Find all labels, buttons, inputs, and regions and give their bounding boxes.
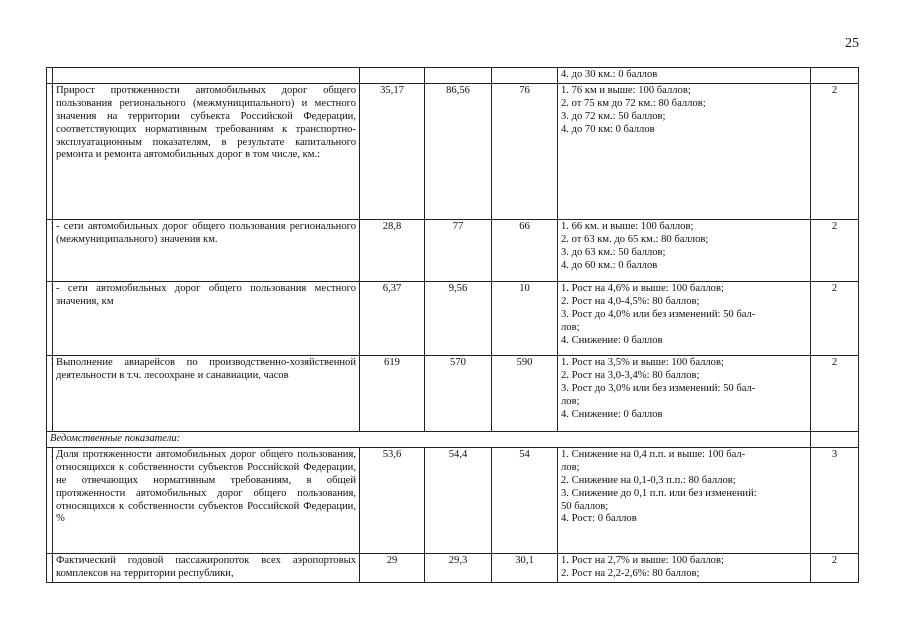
criteria-cell bbox=[558, 219, 811, 281]
table-row bbox=[47, 447, 859, 553]
table-row bbox=[47, 281, 859, 355]
score-cell bbox=[811, 431, 859, 447]
value-cell: 30,1 bbox=[492, 553, 558, 582]
table-row bbox=[47, 553, 859, 582]
page-number: 25 bbox=[845, 36, 859, 51]
value-cell bbox=[360, 68, 425, 84]
value-cell: 10 bbox=[492, 281, 558, 355]
indicator-description: Прирост протяженности автомобильных дорог общего пользования регионального (межмуниципального) и местного значения на территории субъекта Российской Федерации, соответствующих нормативным требованиям к транспортно-эксплуатационным показателям, в результате капитального ремонта и ремонта автомобильных дорог в том числе, км.: bbox=[53, 83, 360, 219]
indicators-table bbox=[46, 67, 859, 583]
value-cell: 6,37 bbox=[360, 281, 425, 355]
indicator-description: Выполнение авиарейсов по производственно-хозяйственной деятельности в т.ч. лесоохране и санавиации, часов bbox=[53, 355, 360, 431]
value-cell: 76 bbox=[492, 83, 558, 219]
criteria-line: 3. Рост до 3,0% или без изменений: 50 бал- bbox=[561, 382, 756, 394]
indicator-description: Фактический годовой пассажиропоток всех аэропортовых комплексов на территории республики, bbox=[53, 553, 360, 582]
criteria-line: 4. до 70 км: 0 баллов bbox=[561, 123, 655, 135]
criteria-line: 3. Рост до 4,0% или без изменений: 50 бал- bbox=[561, 308, 756, 320]
value-cell: 29,3 bbox=[425, 553, 492, 582]
criteria-line: 4. до 30 км.: 0 баллов bbox=[561, 69, 658, 80]
criteria-line: 1. Рост на 3,5% и выше: 100 баллов; bbox=[561, 356, 724, 368]
table-row bbox=[47, 355, 859, 431]
criteria-line: 3. до 72 км.: 50 баллов; bbox=[561, 110, 666, 122]
score-cell: 3 bbox=[811, 447, 859, 553]
criteria-line: 2. Рост на 4,0-4,5%: 80 баллов; bbox=[561, 295, 700, 307]
value-cell: 29 bbox=[360, 553, 425, 582]
criteria-cell bbox=[558, 355, 811, 431]
value-cell: 9,56 bbox=[425, 281, 492, 355]
criteria-line: 1. Рост на 4,6% и выше: 100 баллов; bbox=[561, 282, 724, 294]
value-cell: 77 bbox=[425, 219, 492, 281]
indicator-description: - сети автомобильных дорог общего пользования регионального (межмуниципального) значения км. bbox=[53, 219, 360, 281]
criteria-line: 1. 76 км и выше: 100 баллов; bbox=[561, 84, 691, 96]
criteria-line: лов; bbox=[561, 321, 580, 333]
criteria-line: 1. 66 км. и выше: 100 баллов; bbox=[561, 220, 694, 232]
value-cell bbox=[425, 68, 492, 84]
criteria-cell bbox=[558, 553, 811, 582]
criteria-line: 4. Снижение: 0 баллов bbox=[561, 334, 663, 346]
score-cell bbox=[811, 68, 859, 84]
table-row-continuation bbox=[47, 68, 859, 84]
criteria-line: 4. Рост: 0 баллов bbox=[561, 513, 637, 525]
value-cell: 570 bbox=[425, 355, 492, 431]
value-cell: 590 bbox=[492, 355, 558, 431]
criteria-line: 1. Рост на 2,7% и выше: 100 баллов; bbox=[561, 554, 724, 566]
score-cell: 2 bbox=[811, 219, 859, 281]
criteria-line: 3. до 63 км.: 50 баллов; bbox=[561, 246, 666, 258]
value-cell bbox=[492, 68, 558, 84]
criteria-line: лов; bbox=[561, 461, 580, 473]
value-cell: 619 bbox=[360, 355, 425, 431]
criteria-line: 2. от 63 км. до 65 км.: 80 баллов; bbox=[561, 233, 709, 245]
value-cell: 66 bbox=[492, 219, 558, 281]
criteria-line: 2. Рост на 2,2-2,6%: 80 баллов; bbox=[561, 567, 700, 579]
value-cell: 53,6 bbox=[360, 447, 425, 553]
criteria-cell bbox=[558, 281, 811, 355]
criteria-line: 4. Снижение: 0 баллов bbox=[561, 408, 663, 420]
section-label: Ведомственные показатели: bbox=[47, 431, 811, 447]
table-row bbox=[47, 83, 859, 219]
section-row bbox=[47, 431, 859, 447]
indicator-description: Доля протяженности автомобильных дорог общего пользования, относящихся к собственности субъектов Российской Федерации, не отвечающих нормативным требованиям, в общей протяженности автомобильных дорог общего пользования, относящихся к собственности субъектов Российской Федерации, % bbox=[53, 447, 360, 553]
value-cell: 54 bbox=[492, 447, 558, 553]
value-cell: 28,8 bbox=[360, 219, 425, 281]
criteria-line: 1. Снижение на 0,4 п.п. и выше: 100 бал- bbox=[561, 448, 746, 460]
score-cell: 2 bbox=[811, 553, 859, 582]
value-cell: 35,17 bbox=[360, 83, 425, 219]
score-cell: 2 bbox=[811, 83, 859, 219]
value-cell: 86,56 bbox=[425, 83, 492, 219]
value-cell: 54,4 bbox=[425, 447, 492, 553]
criteria-line: 4. до 60 км.: 0 баллов bbox=[561, 259, 658, 271]
score-cell: 2 bbox=[811, 355, 859, 431]
criteria-cell bbox=[558, 68, 811, 84]
criteria-line: 3. Снижение до 0,1 п.п. или без изменений: bbox=[561, 487, 757, 499]
desc-cell bbox=[53, 68, 360, 84]
table-row bbox=[47, 219, 859, 281]
indicator-description: - сети автомобильных дорог общего пользования местного значения, км bbox=[53, 281, 360, 355]
criteria-cell bbox=[558, 83, 811, 219]
criteria-line: 2. от 75 км до 72 км.: 80 баллов; bbox=[561, 97, 706, 109]
criteria-cell bbox=[558, 447, 811, 553]
criteria-line: лов; bbox=[561, 395, 580, 407]
criteria-line: 2. Снижение на 0,1-0,3 п.п.: 80 баллов; bbox=[561, 474, 736, 486]
score-cell: 2 bbox=[811, 281, 859, 355]
criteria-line: 50 баллов; bbox=[561, 500, 609, 512]
criteria-line: 2. Рост на 3,0-3,4%: 80 баллов; bbox=[561, 369, 700, 381]
